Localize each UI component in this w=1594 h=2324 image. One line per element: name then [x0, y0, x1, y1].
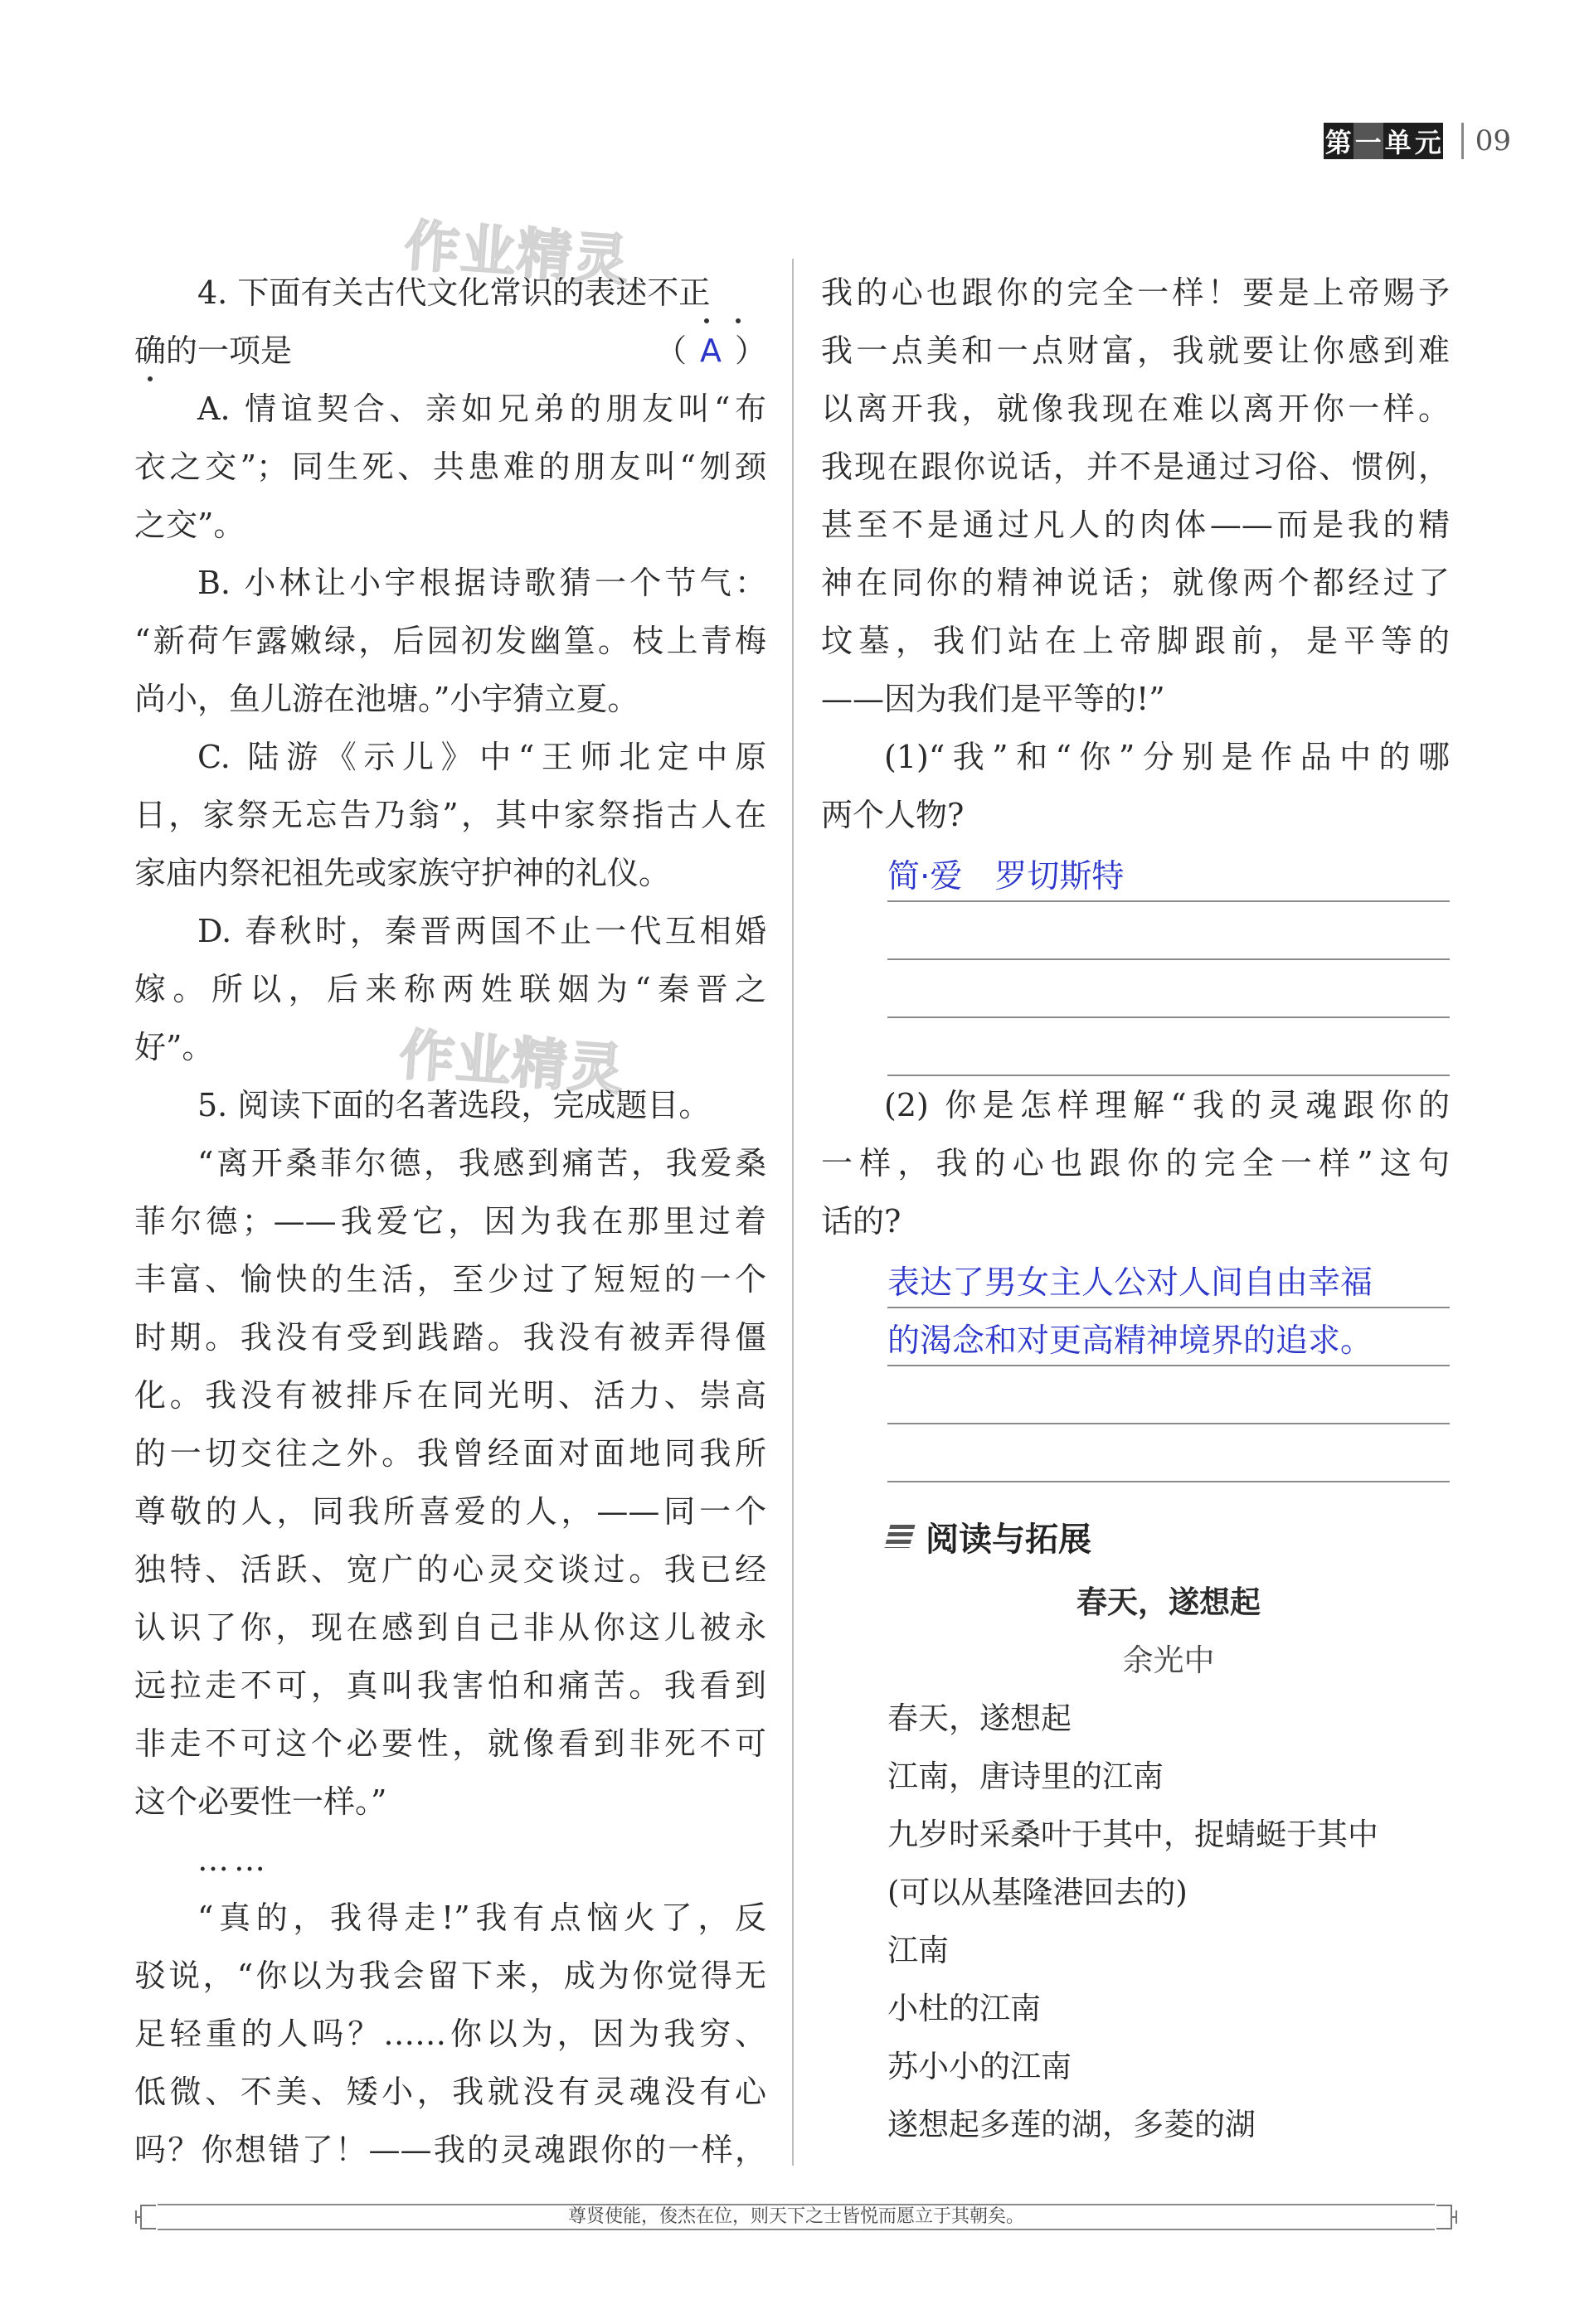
- passage-line: 非走不可这个必要性，就像看到非死不可: [134, 1725, 766, 1762]
- question-4-stem: 4. 下面有关古代文化常识的表述不正: [197, 274, 711, 311]
- poem-line: 小杜的江南: [887, 1991, 1041, 2026]
- passage-line: 丰富、愉快的生活，至少过了短短的一个: [134, 1261, 766, 1298]
- option-a-cont: 衣之交”；同生死、共患难的朋友叫“刎颈: [134, 449, 766, 485]
- watermark: 作业精灵: [397, 1022, 627, 1103]
- passage-line: 时期。我没有受到践踏。我没有被弄得僵: [134, 1319, 766, 1356]
- scroll-ornament-icon: [1435, 2199, 1460, 2235]
- passage-line: ——因为我们是平等的!”: [821, 681, 1165, 717]
- emphasis-dot: [148, 376, 153, 381]
- passage-line: 坟墓，我们站在上帝脚跟前，是平等的: [821, 623, 1450, 659]
- passage-line: 我现在跟你说话，并不是通过习俗、惯例，: [821, 449, 1450, 485]
- unit-char: 第: [1324, 123, 1353, 159]
- passage-line: 足轻重的人吗？……你以为，因为我穷、: [134, 2016, 766, 2052]
- poem-line: 春天，遂想起: [887, 1701, 1072, 1736]
- passage-line: “真的，我得走!”我有点恼火了，反: [197, 1899, 766, 1936]
- option-a-cont: 之交”。: [134, 507, 245, 543]
- sub-question-2: (2) 你是怎样理解“我的灵魂跟你的: [884, 1087, 1450, 1123]
- unit-header: [1324, 123, 1511, 159]
- option-b: B. 小林让小宇根据诗歌猜一个节气：: [197, 565, 766, 601]
- passage-line: 远拉走不可，真叫我害怕和痛苦。我看到: [134, 1667, 766, 1704]
- poem-line: 九岁时采桑叶于其中，捉蜻蜓于其中: [887, 1817, 1378, 1852]
- passage-line: 吗？你想错了！——我的灵魂跟你的一样，: [134, 2132, 766, 2168]
- left-column: [134, 264, 766, 2179]
- answer-line[interactable]: [887, 1366, 1450, 1424]
- passage-line: 化。我没有被排斥在同光明、活力、崇高: [134, 1377, 766, 1414]
- sub-question-2-cont: 话的?: [821, 1203, 901, 1240]
- poem-line: (可以从基隆港回去的): [887, 1875, 1188, 1910]
- question-5-stem: 5. 阅读下面的名著选段，完成题目。: [197, 1087, 711, 1123]
- page-number: 09: [1475, 124, 1511, 158]
- poem-line: 江南，唐诗里的江南: [887, 1759, 1164, 1794]
- passage-line: 甚至不是通过凡人的肉体——而是我的精: [821, 507, 1450, 543]
- passage-line: 我一点美和一点财富，我就要让你感到难: [821, 332, 1450, 369]
- passage-line: 神在同你的精神说话；就像两个都经过了: [821, 565, 1450, 601]
- answer-line[interactable]: [887, 1250, 1450, 1308]
- passage-line: “离开桑菲尔德，我感到痛苦，我爱桑: [197, 1145, 766, 1181]
- poem-line: 江南: [887, 1933, 949, 1968]
- watermark: 作业精灵: [402, 213, 632, 294]
- answer-line[interactable]: [887, 844, 1450, 902]
- option-a: A. 情谊契合、亲如兄弟的朋友叫“布: [197, 391, 766, 427]
- option-d: D. 春秋时，秦晋两国不止一代互相婚: [197, 913, 766, 949]
- answer-text: 简·爱 罗切斯特: [887, 858, 1125, 895]
- passage-line: 的一切交往之外。我曾经面对面地同我所: [134, 1435, 766, 1472]
- unit-char: 单: [1383, 123, 1413, 159]
- option-c-cont: 日，家祭无忘告乃翁”，其中家祭指古人在: [134, 797, 766, 833]
- question-4: [134, 264, 766, 380]
- section-heading: [887, 1499, 1450, 1574]
- answer-line[interactable]: [887, 1308, 1450, 1366]
- right-column: [821, 264, 1450, 2154]
- unit-title: [1324, 123, 1443, 159]
- unit-char: 一: [1353, 123, 1383, 159]
- ellipsis: ……: [197, 1841, 270, 1878]
- answer-line[interactable]: [887, 1424, 1450, 1482]
- option-d-cont: 好”。: [134, 1029, 214, 1065]
- poem-line: 遂想起多莲的湖，多菱的湖: [887, 2107, 1256, 2142]
- option-c: C. 陆游《示儿》中“王师北定中原: [197, 739, 766, 775]
- question-4-stem-2: 确的一项是 （ A ）: [134, 322, 766, 380]
- answer-line[interactable]: [887, 902, 1450, 960]
- option-b-cont: 尚小，鱼儿游在池塘。”小宇猜立夏。: [134, 681, 639, 717]
- header-divider: [1461, 123, 1464, 159]
- option-c-cont: 家庙内祭祀祖先或家族守护神的礼仪。: [134, 855, 671, 891]
- answer-choice: A: [699, 332, 722, 369]
- option-b-cont: “新荷乍露嫩绿，后园初发幽篁。枝上青梅: [134, 623, 766, 659]
- passage-line: 认识了你，现在感到自己非从你这儿被永: [134, 1609, 766, 1646]
- passage-line: 这个必要性一样。”: [134, 1783, 387, 1820]
- answer-line[interactable]: [887, 960, 1450, 1018]
- section-title: 阅读与拓展: [926, 1520, 1091, 1559]
- passage-line: 尊敬的人，同我所喜爱的人，——同一个: [134, 1493, 766, 1530]
- answer-lines-1: [887, 844, 1450, 1076]
- passage-line: 以离开我，就像我现在难以离开你一样。: [821, 391, 1450, 427]
- sub-question-1: (1)“我”和“你”分别是作品中的哪: [884, 739, 1450, 775]
- passage-line: 驳说，“你以为我会留下来，成为你觉得无: [134, 1958, 766, 1994]
- footer-quote: 尊贤使能，俊杰在位，则天下之士皆悦而愿立于其朝矣。: [567, 2206, 1024, 2227]
- footer-banner: [133, 2197, 1460, 2237]
- unit-char: 元: [1413, 123, 1443, 159]
- answer-text: 的渴念和对更高精神境界的追求。: [887, 1322, 1373, 1360]
- passage-line: 低微、不美、矮小，我就没有灵魂没有心: [134, 2074, 766, 2110]
- option-d-cont: 嫁。所以，后来称两姓联姻为“秦晋之: [134, 971, 766, 1007]
- answer-lines-2: [887, 1250, 1450, 1482]
- poem-author: 余光中: [1122, 1642, 1215, 1678]
- column-divider: [792, 259, 794, 2166]
- answer-line[interactable]: [887, 1018, 1450, 1076]
- passage-line: 独特、活跃、宽广的心灵交谈过。我已经: [134, 1551, 766, 1588]
- answer-bracket: （ A ）: [654, 332, 766, 369]
- passage-line: 我的心也跟你的完全一样！要是上帝赐予: [821, 274, 1450, 311]
- passage-line: 菲尔德；——我爱它，因为我在那里过着: [134, 1203, 766, 1240]
- sub-question-2-cont: 一样，我的心也跟你的完全一样”这句: [821, 1145, 1450, 1181]
- answer-text: 表达了男女主人公对人间自由幸福: [887, 1264, 1373, 1302]
- sub-question-1-cont: 两个人物?: [821, 797, 965, 833]
- stripes-icon: [885, 1525, 916, 1548]
- poem-title: 春天，遂想起: [1076, 1584, 1261, 1620]
- poem-line: 苏小小的江南: [887, 2049, 1072, 2084]
